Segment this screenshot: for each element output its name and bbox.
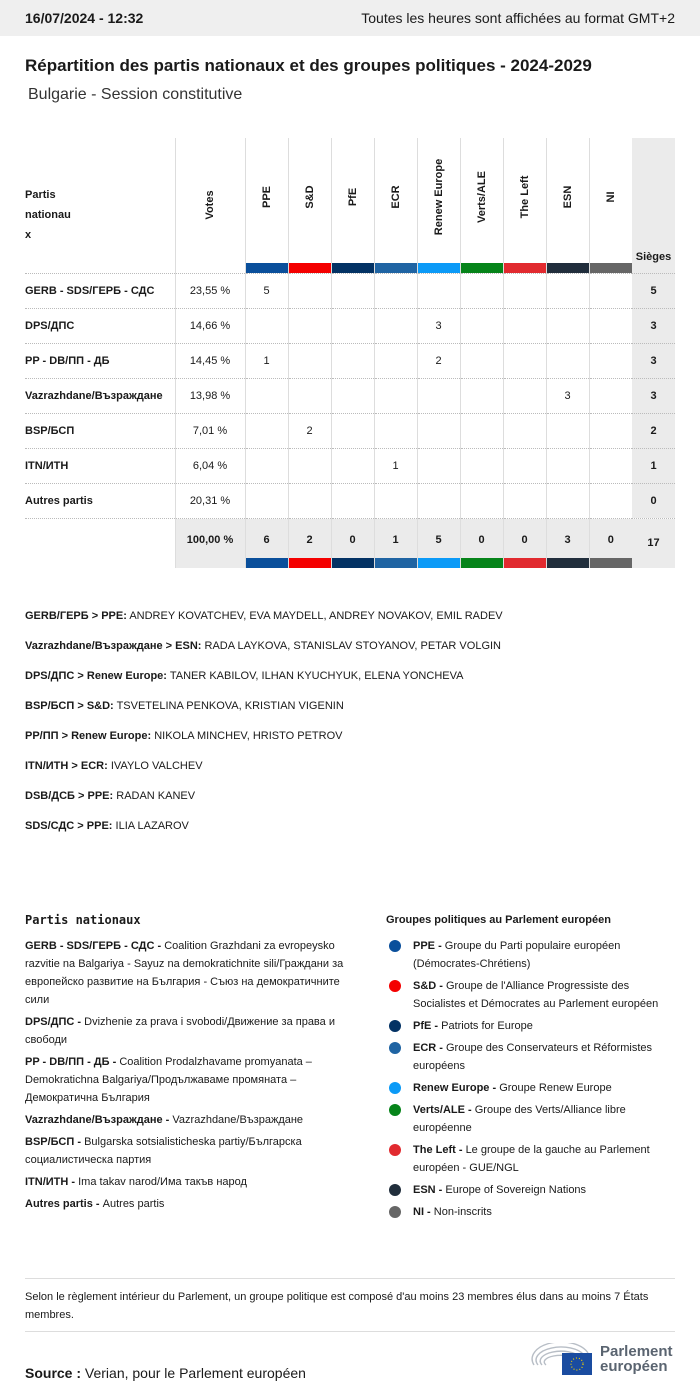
group-seats-cell	[417, 378, 460, 413]
group-seats-cell	[503, 273, 546, 308]
group-seats-cell	[245, 308, 288, 343]
group-seats-cell: 1	[245, 343, 288, 378]
group-seats-cell	[460, 448, 503, 483]
group-legend-item: Verts/ALE - Groupe des Verts/Alliance libre européenne	[386, 1101, 681, 1137]
group-legend-item: The Left - Le groupe de la gauche au Parlement européen - GUE/NGL	[386, 1141, 681, 1177]
page-subtitle: Bulgarie - Session constitutive	[28, 86, 243, 103]
group-seats-cell	[460, 273, 503, 308]
votes-total: 100,00 %	[175, 518, 245, 568]
group-seats-cell	[331, 378, 374, 413]
group-seats-cell: 2	[288, 413, 331, 448]
party-name: PP - DB/ПП - ДБ	[25, 343, 175, 378]
group-color-bar	[289, 263, 331, 273]
party-column-header: Partis nationau x	[25, 189, 71, 242]
group-color-bar	[375, 263, 417, 273]
member-assignment: DSB/ДСБ > PPE: RADAN KANEV	[25, 790, 196, 802]
party-legend-item: PP - DB/ПП - ДБ - Coalition Prodalzhavame promyanata – Demokratichna Balgariya/Продължаваме промяната – Демократична България	[25, 1056, 312, 1104]
votes-column-header: Votes	[175, 138, 245, 273]
group-seats-cell	[503, 483, 546, 518]
group-seats-cell	[589, 378, 632, 413]
group-seats-cell	[460, 413, 503, 448]
group-seats-cell	[245, 413, 288, 448]
group-seats-cell	[288, 483, 331, 518]
table-row	[25, 273, 675, 308]
group-seats-cell	[331, 413, 374, 448]
group-seats-cell	[460, 378, 503, 413]
top-bar	[0, 0, 700, 36]
group-color-bar	[461, 558, 503, 568]
party-legend-item: Vazrazhdane/Възраждане - Vazrazhdane/Възраждане	[25, 1114, 304, 1126]
vote-share: 14,45 %	[175, 343, 245, 378]
group-seats-cell: 5	[245, 273, 288, 308]
member-assignment: ITN/ИТН > ECR: IVAYLO VALCHEV	[25, 760, 203, 772]
group-seats-cell	[288, 343, 331, 378]
group-seats-cell	[288, 308, 331, 343]
group-seats-cell	[374, 378, 417, 413]
group-legend-item: ECR - Groupe des Conservateurs et Réformistes européens	[386, 1039, 681, 1075]
party-name: Autres partis	[25, 483, 175, 518]
group-column-header: The Left	[503, 138, 546, 273]
group-seats-cell	[546, 273, 589, 308]
party-name: BSP/БСП	[25, 413, 175, 448]
group-seats-cell	[417, 413, 460, 448]
parliament-hemicycle-icon	[530, 1343, 592, 1375]
group-seats-cell	[245, 448, 288, 483]
group-color-bar	[418, 263, 460, 273]
group-seats-cell	[288, 378, 331, 413]
group-seats-cell	[460, 308, 503, 343]
group-legend-item: ESN - Europe of Sovereign Nations	[386, 1181, 681, 1199]
group-total: 6	[245, 518, 288, 568]
totals-row	[25, 518, 675, 568]
party-name: Vazrazhdane/Възраждане	[25, 378, 175, 413]
group-seats-cell	[503, 448, 546, 483]
group-seats-cell: 3	[546, 378, 589, 413]
vote-share: 23,55 %	[175, 273, 245, 308]
rules-note: Selon le règlement intérieur du Parlement, un groupe politique est composé d'au moins 23 membres élus dans au moins 7 États membres.	[25, 1278, 675, 1332]
group-legend-item: S&D - Groupe de l'Alliance Progressiste des Socialistes et Démocrates au Parlement européen	[386, 977, 681, 1013]
table-row	[25, 483, 675, 518]
seats-table	[25, 138, 675, 568]
group-seats-cell	[245, 483, 288, 518]
group-seats-cell	[417, 483, 460, 518]
group-seats-cell	[546, 483, 589, 518]
political-groups-legend	[386, 911, 681, 1225]
party-name: DPS/ДПС	[25, 308, 175, 343]
group-total: 2	[288, 518, 331, 568]
member-assignment: Vazrazhdane/Възраждане > ESN: RADA LAYKOVA, STANISLAV STOYANOV, PETAR VOLGIN	[25, 640, 501, 652]
group-color-dot-icon	[389, 1184, 401, 1196]
total-seats-cell: 0	[632, 483, 675, 518]
group-color-bar	[289, 558, 331, 568]
group-color-bar	[332, 558, 374, 568]
group-color-bar	[418, 558, 460, 568]
group-seats-cell	[589, 413, 632, 448]
group-legend-item: PfE - Patriots for Europe	[386, 1017, 681, 1035]
member-assignment: SDS/СДС > PPE: ILIA LAZAROV	[25, 820, 189, 832]
group-seats-cell	[460, 343, 503, 378]
group-legend-item: NI - Non-inscrits	[386, 1203, 681, 1221]
total-seats-cell: 1	[632, 448, 675, 483]
party-name: ITN/ИТН	[25, 448, 175, 483]
ep-logo: Parlement européen	[530, 1343, 673, 1375]
group-legend-item: Renew Europe - Groupe Renew Europe	[386, 1079, 681, 1097]
group-legend-item: PPE - Groupe du Parti populaire européen (Démocrates-Chrétiens)	[386, 937, 681, 973]
group-seats-cell	[589, 448, 632, 483]
group-seats-cell	[331, 273, 374, 308]
group-seats-cell	[589, 273, 632, 308]
group-seats-cell	[417, 448, 460, 483]
party-legend-item: BSP/БСП - Bulgarska sotsialisticheska partiy/Българска социалистическа партия	[25, 1136, 302, 1166]
group-color-dot-icon	[389, 1144, 401, 1156]
vote-share: 6,04 %	[175, 448, 245, 483]
group-color-bar	[590, 263, 633, 273]
member-assignment: BSP/БСП > S&D: TSVETELINA PENKOVA, KRISTIAN VIGENIN	[25, 700, 344, 712]
vote-share: 7,01 %	[175, 413, 245, 448]
group-column-header: PfE	[331, 138, 374, 273]
group-color-bar	[590, 558, 633, 568]
group-column-header: S&D	[288, 138, 331, 273]
group-seats-cell	[546, 308, 589, 343]
group-color-dot-icon	[389, 1082, 401, 1094]
page-title: Répartition des partis nationaux et des groupes politiques - 2024-2029	[25, 56, 592, 75]
group-seats-cell	[374, 308, 417, 343]
group-seats-cell	[374, 273, 417, 308]
group-seats-cell	[417, 273, 460, 308]
group-color-dot-icon	[389, 1042, 401, 1054]
party-legend-item: DPS/ДПС - Dvizhenie za prava i svobodi/Движение за права и свободи	[25, 1016, 335, 1046]
group-total: 0	[589, 518, 632, 568]
table-row	[25, 378, 675, 413]
group-color-dot-icon	[389, 1020, 401, 1032]
group-seats-cell	[546, 343, 589, 378]
group-seats-cell	[589, 483, 632, 518]
members-list	[25, 610, 503, 850]
legend-title: Partis nationaux	[25, 913, 141, 927]
group-seats-cell	[331, 343, 374, 378]
group-column-header: ECR	[374, 138, 417, 273]
total-seats-cell: 3	[632, 308, 675, 343]
group-total: 0	[503, 518, 546, 568]
group-total: 1	[374, 518, 417, 568]
vote-share: 13,98 %	[175, 378, 245, 413]
vote-share: 20,31 %	[175, 483, 245, 518]
source: Source : Verian, pour le Parlement européen	[25, 1365, 306, 1381]
group-seats-cell	[374, 413, 417, 448]
vote-share: 14,66 %	[175, 308, 245, 343]
group-seats-cell	[546, 448, 589, 483]
group-seats-cell	[503, 413, 546, 448]
group-seats-cell	[331, 483, 374, 518]
group-color-bar	[332, 263, 374, 273]
table-row	[25, 308, 675, 343]
group-seats-cell	[589, 343, 632, 378]
group-total: 0	[331, 518, 374, 568]
group-color-dot-icon	[389, 940, 401, 952]
group-seats-cell	[589, 308, 632, 343]
group-total: 5	[417, 518, 460, 568]
group-color-bar	[504, 263, 546, 273]
group-seats-cell	[503, 378, 546, 413]
group-seats-cell	[374, 483, 417, 518]
timezone-note: Toutes les heures sont affichées au format GMT+2	[361, 10, 675, 26]
member-assignment: GERB/ГЕРБ > PPE: ANDREY KOVATCHEV, EVA MAYDELL, ANDREY NOVAKOV, EMIL RADEV	[25, 610, 503, 622]
group-total: 0	[460, 518, 503, 568]
group-seats-cell: 1	[374, 448, 417, 483]
group-color-dot-icon	[389, 980, 401, 992]
group-seats-cell	[331, 308, 374, 343]
table-row	[25, 413, 675, 448]
group-seats-cell	[288, 273, 331, 308]
group-seats-cell	[460, 483, 503, 518]
total-seats-cell: 5	[632, 273, 675, 308]
group-seats-cell	[503, 343, 546, 378]
national-parties-legend	[25, 911, 365, 1217]
group-seats-cell	[331, 448, 374, 483]
group-column-header: Renew Europe	[417, 138, 460, 273]
group-color-dot-icon	[389, 1104, 401, 1116]
group-seats-cell: 3	[417, 308, 460, 343]
table-row	[25, 448, 675, 483]
group-total: 3	[546, 518, 589, 568]
group-seats-cell	[245, 378, 288, 413]
group-column-header: PPE	[245, 138, 288, 273]
group-seats-cell	[546, 413, 589, 448]
group-color-bar	[547, 263, 589, 273]
total-seats-cell: 2	[632, 413, 675, 448]
group-column-header: ESN	[546, 138, 589, 273]
member-assignment: PP/ПП > Renew Europe: NIKOLA MINCHEV, HRISTO PETROV	[25, 730, 343, 742]
party-legend-item: ITN/ИТН - Ima takav narod/Има такъв народ	[25, 1176, 247, 1188]
group-color-dot-icon	[389, 1206, 401, 1218]
party-name: GERB - SDS/ГЕРБ - СДС	[25, 273, 175, 308]
seats-total: 17	[632, 518, 675, 568]
table-row	[25, 343, 675, 378]
group-seats-cell: 2	[417, 343, 460, 378]
total-seats-cell: 3	[632, 378, 675, 413]
legend-title: Groupes politiques au Parlement européen	[386, 914, 611, 926]
group-column-header: Verts/ALE	[460, 138, 503, 273]
group-color-bar	[504, 558, 546, 568]
group-color-bar	[547, 558, 589, 568]
group-column-header: NI	[589, 138, 632, 273]
seats-column-header: Sièges	[632, 138, 675, 273]
group-color-bar	[375, 558, 417, 568]
member-assignment: DPS/ДПС > Renew Europe: TANER KABILOV, ILHAN KYUCHYUK, ELENA YONCHEVA	[25, 670, 464, 682]
group-seats-cell	[503, 308, 546, 343]
group-seats-cell	[288, 448, 331, 483]
group-color-bar	[246, 263, 288, 273]
party-legend-item: GERB - SDS/ГЕРБ - СДС - Coalition Grazhdani za evropeysko razvitie na Balgariya - Sayuz na demokratichnite sili/Граждани за европейско развитие на България - Съюз на демократичните сили	[25, 940, 344, 1006]
total-seats-cell: 3	[632, 343, 675, 378]
group-seats-cell	[374, 343, 417, 378]
group-color-bar	[246, 558, 288, 568]
timestamp: 16/07/2024 - 12:32	[25, 10, 144, 26]
group-color-bar	[461, 263, 503, 273]
party-legend-item: Autres partis - Autres partis	[25, 1198, 165, 1210]
